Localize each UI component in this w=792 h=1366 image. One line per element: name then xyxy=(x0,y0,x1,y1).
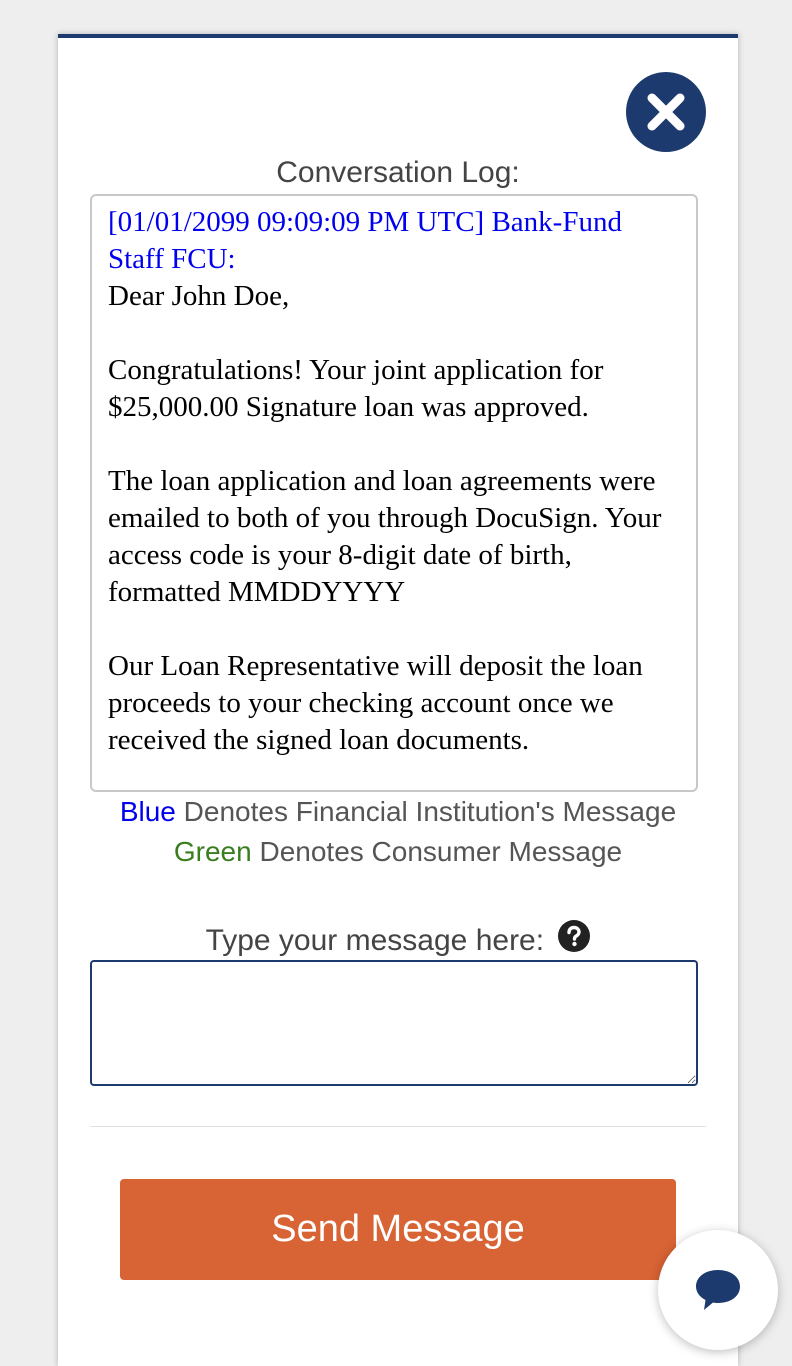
legend-blue xyxy=(58,796,738,828)
send-message-button[interactable]: Send Message xyxy=(120,1179,676,1280)
divider xyxy=(90,1126,706,1127)
message-paragraph: Our Loan Representative will deposit the loan proceeds to your checking account once we received the signed loan documents. xyxy=(108,650,643,756)
legend-blue-text: Denotes Financial Institution's Message xyxy=(183,796,677,827)
conversation-modal xyxy=(58,34,738,1366)
conversation-log[interactable] xyxy=(90,194,698,792)
close-button[interactable] xyxy=(626,72,706,152)
legend-green-text: Denotes Consumer Message xyxy=(259,836,623,867)
message-input[interactable] xyxy=(90,960,698,1086)
legend-green xyxy=(58,836,738,868)
message-header: [01/01/2099 09:09:09 PM UTC] Bank-Fund Staff FCU: xyxy=(108,206,622,275)
message-greeting: Dear John Doe, xyxy=(108,280,290,312)
chat-launcher-button[interactable] xyxy=(658,1230,778,1350)
close-icon xyxy=(644,90,688,134)
legend-blue-word: Blue xyxy=(119,796,176,827)
question-circle-icon[interactable] xyxy=(558,920,590,952)
chat-bubble-icon xyxy=(694,1267,742,1313)
message-paragraph: The loan application and loan agreements were emailed to both of you through DocuSign. Your access code is your 8-digit date of birth, formatted MMDDYYYY xyxy=(108,465,662,608)
conversation-log-label: Conversation Log: xyxy=(276,156,520,189)
legend-green-word: Green xyxy=(173,836,252,867)
compose-label: Type your message here: xyxy=(205,924,545,957)
message-paragraph: Congratulations! Your joint application for $25,000.00 Signature loan was approved. xyxy=(108,354,604,423)
compose-label-row xyxy=(58,920,738,958)
